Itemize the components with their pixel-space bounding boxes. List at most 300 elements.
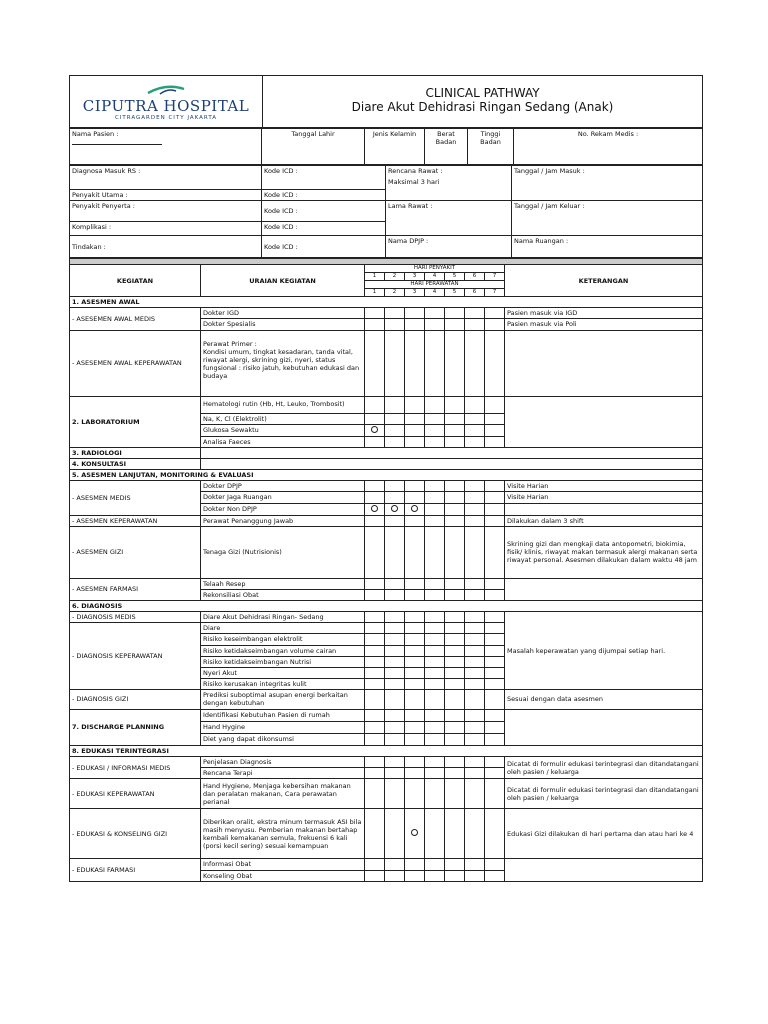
day-check[interactable] — [365, 578, 385, 589]
day-check[interactable] — [485, 492, 505, 503]
form-subtitle: Diare Akut Dehidrasi Ringan Sedang (Anak) — [351, 100, 614, 114]
day-check[interactable] — [405, 436, 425, 447]
section-title: 7. DISCHARGE PLANNING — [70, 710, 201, 746]
day-check[interactable] — [365, 722, 385, 734]
day-check[interactable] — [385, 757, 405, 768]
day-check[interactable] — [465, 734, 485, 746]
day-check[interactable] — [405, 678, 425, 689]
day-check[interactable] — [485, 413, 505, 424]
day-check[interactable] — [465, 710, 485, 722]
day-check[interactable] — [365, 656, 385, 667]
day-check[interactable] — [445, 859, 465, 870]
day-check[interactable] — [485, 396, 505, 413]
komplikasi-field[interactable]: Komplikasi : — [70, 222, 262, 236]
day-check[interactable] — [445, 678, 465, 689]
day-check[interactable] — [465, 319, 485, 330]
day-check[interactable] — [405, 870, 425, 881]
day-check[interactable] — [465, 634, 485, 645]
day-check[interactable] — [445, 667, 465, 678]
day-check[interactable] — [385, 859, 405, 870]
day-check[interactable] — [485, 645, 505, 656]
day-check[interactable] — [425, 645, 445, 656]
day-check[interactable] — [465, 656, 485, 667]
day-cell: 2 — [385, 273, 405, 281]
day-check[interactable] — [445, 481, 465, 492]
day-check[interactable] — [465, 413, 485, 424]
day-check[interactable] — [425, 319, 445, 330]
day-check[interactable] — [485, 757, 505, 768]
day-check[interactable] — [385, 634, 405, 645]
day-check[interactable] — [385, 870, 405, 881]
no-rekam-medis-field[interactable]: No. Rekam Medis : — [514, 129, 703, 165]
day-check[interactable] — [485, 623, 505, 634]
kode-icd-field[interactable]: Kode ICD : — [262, 222, 386, 236]
day-check[interactable] — [385, 667, 405, 678]
day-check[interactable] — [425, 503, 445, 515]
penyakit-utama-field[interactable]: Penyakit Utama : — [70, 190, 262, 201]
nama-pasien-field[interactable] — [70, 129, 262, 165]
day-check[interactable] — [465, 589, 485, 600]
day-check[interactable] — [365, 424, 385, 436]
day-check[interactable] — [485, 481, 505, 492]
day-check[interactable] — [485, 436, 505, 447]
keterangan-cell — [505, 710, 703, 746]
day-check[interactable] — [445, 870, 465, 881]
day-check[interactable] — [385, 623, 405, 634]
day-check[interactable] — [425, 330, 445, 396]
day-check[interactable] — [385, 481, 405, 492]
day-check[interactable] — [425, 578, 445, 589]
kode-icd-field[interactable]: Kode ICD : — [262, 190, 386, 201]
day-check[interactable] — [425, 436, 445, 447]
day-check[interactable] — [425, 870, 445, 881]
activity-label: - ASESMEN FARMASI — [70, 578, 201, 600]
day-cell: 5 — [445, 273, 465, 281]
day-check[interactable] — [485, 526, 505, 578]
day-check[interactable] — [485, 678, 505, 689]
circle-mark-icon — [371, 426, 378, 433]
day-check[interactable] — [465, 503, 485, 515]
day-check[interactable] — [445, 623, 465, 634]
day-check[interactable] — [425, 667, 445, 678]
tinggi-badan-field[interactable]: Tinggi Badan — [468, 129, 514, 165]
day-check[interactable] — [365, 779, 385, 809]
day-check[interactable] — [365, 515, 385, 526]
day-check[interactable] — [425, 710, 445, 722]
day-check[interactable] — [465, 757, 485, 768]
day-check[interactable] — [425, 859, 445, 870]
day-check[interactable] — [465, 645, 485, 656]
day-check[interactable] — [425, 768, 445, 779]
uraian-cell: Identifikasi Kebutuhan Pasien di rumah — [201, 710, 365, 722]
day-check[interactable] — [485, 319, 505, 330]
day-check[interactable] — [445, 734, 465, 746]
day-check[interactable] — [485, 578, 505, 589]
day-check[interactable] — [485, 589, 505, 600]
day-check[interactable] — [385, 424, 405, 436]
day-check[interactable] — [405, 330, 425, 396]
logo-subtitle: CITRAGARDEN CITY JAKARTA — [114, 114, 218, 121]
day-check[interactable] — [465, 481, 485, 492]
day-check[interactable] — [445, 634, 465, 645]
uraian-cell: Diberikan oralit, ekstra minum termasuk ASI bila masih menyusu. Pemberian makanan bertahap kembali kemakanan semula, frekuensi 6 kali (porsi kecil sering) sesuai kemampuan — [201, 809, 365, 859]
uraian-cell: Hematologi rutin (Hb, Ht, Leuko, Trombosit) — [201, 396, 365, 413]
uraian-cell: Diet yang dapat dikonsumsi — [201, 734, 365, 746]
day-check[interactable] — [445, 515, 465, 526]
day-check[interactable] — [405, 308, 425, 319]
day-check[interactable] — [485, 870, 505, 881]
day-check[interactable] — [445, 330, 465, 396]
day-check[interactable] — [405, 690, 425, 710]
day-check[interactable] — [485, 779, 505, 809]
day-check[interactable] — [485, 656, 505, 667]
day-check[interactable] — [365, 667, 385, 678]
day-check[interactable] — [485, 424, 505, 436]
rencana-rawat-label: Rencana Rawat : — [388, 167, 443, 175]
day-check[interactable] — [365, 710, 385, 722]
day-cell: 7 — [485, 289, 505, 297]
lama-rawat-field[interactable]: Lama Rawat : — [386, 201, 512, 236]
day-check[interactable] — [385, 710, 405, 722]
day-check[interactable] — [445, 589, 465, 600]
section-title: 2. LABORATORIUM — [70, 396, 201, 447]
day-check[interactable] — [425, 612, 445, 623]
activity-label: - EDUKASI & KONSELING GIZI — [70, 809, 201, 859]
day-check[interactable] — [385, 809, 405, 859]
keterangan-cell: Dicatat di formulir edukasi terintegrasi dan ditandatangani oleh pasien / keluarga — [505, 779, 703, 809]
uraian-cell: Risiko kerusakan integritas kulit — [201, 678, 365, 689]
day-check[interactable] — [465, 623, 485, 634]
day-cell: 4 — [425, 289, 445, 297]
day-check[interactable] — [425, 757, 445, 768]
day-check[interactable] — [465, 308, 485, 319]
day-check[interactable] — [385, 690, 405, 710]
day-check[interactable] — [445, 779, 465, 809]
uraian-cell: Tenaga Gizi (Nutrisionis) — [201, 526, 365, 578]
day-check[interactable] — [365, 612, 385, 623]
day-check[interactable] — [465, 424, 485, 436]
day-check[interactable] — [365, 645, 385, 656]
day-check[interactable] — [485, 503, 505, 515]
day-check[interactable] — [405, 612, 425, 623]
penyakit-penyerta-field[interactable]: Penyakit Penyerta : — [70, 201, 262, 222]
day-check[interactable] — [365, 734, 385, 746]
day-cell: 3 — [405, 289, 425, 297]
berat-badan-field[interactable]: Berat Badan — [425, 129, 468, 165]
day-check[interactable] — [425, 722, 445, 734]
day-check[interactable] — [445, 710, 465, 722]
day-check[interactable] — [445, 645, 465, 656]
activity-label: - EDUKASI KEPERAWATAN — [70, 779, 201, 809]
day-check[interactable] — [405, 319, 425, 330]
day-check[interactable] — [425, 634, 445, 645]
day-check[interactable] — [365, 436, 385, 447]
day-check[interactable] — [405, 481, 425, 492]
day-check[interactable] — [485, 722, 505, 734]
day-check[interactable] — [405, 578, 425, 589]
day-check[interactable] — [365, 308, 385, 319]
keterangan-cell: Dicatat di formulir edukasi terintegrasi dan ditandatangani oleh pasien / keluarga — [505, 757, 703, 779]
activity-label: - ASESEMEN AWAL KEPERAWATAN — [70, 330, 201, 396]
day-check[interactable] — [365, 768, 385, 779]
day-check[interactable] — [405, 779, 425, 809]
day-check[interactable] — [445, 612, 465, 623]
day-cell: 2 — [385, 289, 405, 297]
kode-icd-field[interactable]: Kode ICD : — [262, 201, 386, 222]
admission-info-table — [69, 165, 703, 258]
day-check[interactable] — [365, 634, 385, 645]
day-check[interactable] — [485, 515, 505, 526]
section-title: 5. ASESMEN LANJUTAN, MONITORING & EVALUASI — [70, 470, 703, 481]
keterangan-cell: Pasien masuk via IGD — [505, 308, 703, 319]
keterangan-cell: Skrining gizi dan mengkaji data antopometri, biokimia, fisik/ klinis, riwayat makan termasuk alergi makanan serta riwayat personal. Asesmen dilakukan dalam waktu 48 jam — [505, 526, 703, 578]
day-check[interactable] — [465, 330, 485, 396]
uraian-cell: Telaah Resep — [201, 578, 365, 589]
day-check[interactable] — [385, 734, 405, 746]
day-check[interactable] — [445, 319, 465, 330]
uraian-cell: Risiko ketidakseimbangan volume cairan — [201, 645, 365, 656]
day-check[interactable] — [445, 757, 465, 768]
day-check[interactable] — [425, 623, 445, 634]
activity-label: - ASESMEN GIZI — [70, 526, 201, 578]
day-check[interactable] — [425, 809, 445, 859]
circle-mark-icon — [411, 505, 418, 512]
day-check[interactable] — [365, 859, 385, 870]
uraian-cell: Konseling Obat — [201, 870, 365, 881]
nama-pasien-label: Nama Pasien : — [72, 130, 119, 138]
day-check[interactable] — [465, 436, 485, 447]
nama-ruangan-field[interactable]: Nama Ruangan : — [512, 236, 703, 258]
section-title: 1. ASESMEN AWAL — [70, 297, 703, 308]
day-check[interactable] — [385, 656, 405, 667]
day-check[interactable] — [485, 859, 505, 870]
day-check[interactable] — [425, 779, 445, 809]
day-check[interactable] — [465, 612, 485, 623]
day-check[interactable] — [485, 634, 505, 645]
day-check[interactable] — [465, 526, 485, 578]
day-check[interactable] — [445, 526, 465, 578]
day-check[interactable] — [485, 710, 505, 722]
day-check[interactable] — [445, 413, 465, 424]
day-check[interactable] — [385, 330, 405, 396]
tanggal-masuk-field[interactable]: Tanggal / Jam Masuk : — [512, 166, 703, 201]
day-check[interactable] — [405, 515, 425, 526]
day-check[interactable] — [385, 779, 405, 809]
rencana-rawat-field[interactable] — [386, 166, 512, 201]
day-check[interactable] — [465, 678, 485, 689]
day-check[interactable] — [445, 396, 465, 413]
day-check[interactable] — [385, 589, 405, 600]
day-check[interactable] — [465, 578, 485, 589]
day-check[interactable] — [465, 870, 485, 881]
day-check[interactable] — [385, 645, 405, 656]
day-check[interactable] — [365, 623, 385, 634]
day-check[interactable] — [405, 722, 425, 734]
uraian-cell: Na, K, Cl (Elektrolit) — [201, 413, 365, 424]
logo-swoosh-icon — [146, 83, 186, 97]
day-check[interactable] — [365, 678, 385, 689]
day-check[interactable] — [405, 492, 425, 503]
day-check[interactable] — [485, 667, 505, 678]
day-check[interactable] — [485, 330, 505, 396]
day-check[interactable] — [485, 768, 505, 779]
day-check[interactable] — [405, 809, 425, 859]
day-check[interactable] — [365, 757, 385, 768]
day-cell: 1 — [365, 273, 385, 281]
day-check[interactable] — [385, 396, 405, 413]
circle-mark-icon — [371, 505, 378, 512]
day-check[interactable] — [465, 667, 485, 678]
day-check[interactable] — [485, 308, 505, 319]
keterangan-cell — [505, 330, 703, 396]
day-check[interactable] — [425, 678, 445, 689]
day-check[interactable] — [385, 413, 405, 424]
day-check[interactable] — [405, 503, 425, 515]
uraian-cell — [201, 330, 365, 396]
day-check[interactable] — [385, 515, 405, 526]
day-check[interactable] — [385, 722, 405, 734]
day-check[interactable] — [465, 859, 485, 870]
day-check[interactable] — [405, 645, 425, 656]
day-check[interactable] — [385, 526, 405, 578]
day-check[interactable] — [445, 809, 465, 859]
day-check[interactable] — [445, 308, 465, 319]
day-check[interactable] — [425, 396, 445, 413]
day-check[interactable] — [365, 526, 385, 578]
day-check[interactable] — [465, 779, 485, 809]
uraian-cell: Risiko ketidakseimbangan Nutrisi — [201, 656, 365, 667]
day-check[interactable] — [365, 319, 385, 330]
day-check[interactable] — [465, 722, 485, 734]
kode-icd-field[interactable]: Kode ICD : — [262, 166, 386, 190]
hari-perawatan-header: HARI PERAWATAN — [365, 281, 505, 289]
day-cell: 3 — [405, 273, 425, 281]
day-check[interactable] — [465, 492, 485, 503]
tanggal-lahir-field[interactable]: Tanggal Lahir — [262, 129, 365, 165]
day-check[interactable] — [405, 526, 425, 578]
day-check[interactable] — [445, 578, 465, 589]
patient-info-table — [69, 128, 703, 165]
day-check[interactable] — [365, 481, 385, 492]
day-check[interactable] — [425, 492, 445, 503]
day-check[interactable] — [365, 589, 385, 600]
day-check[interactable] — [405, 623, 425, 634]
day-check[interactable] — [425, 481, 445, 492]
day-check[interactable] — [365, 330, 385, 396]
section-title: 6. DIAGNOSIS — [70, 601, 703, 612]
uraian-cell: Dokter Jaga Ruangan — [201, 492, 365, 503]
day-check[interactable] — [445, 722, 465, 734]
day-check[interactable] — [365, 809, 385, 859]
day-check[interactable] — [385, 308, 405, 319]
day-check[interactable] — [405, 757, 425, 768]
day-check[interactable] — [405, 768, 425, 779]
day-check[interactable] — [465, 515, 485, 526]
keterangan-cell — [505, 578, 703, 600]
day-check[interactable] — [365, 413, 385, 424]
day-check[interactable] — [445, 690, 465, 710]
uraian-cell: Informasi Obat — [201, 859, 365, 870]
form-title: CLINICAL PATHWAY — [425, 86, 540, 100]
day-check[interactable] — [405, 734, 425, 746]
day-check[interactable] — [425, 515, 445, 526]
kode-icd-field[interactable]: Kode ICD : — [262, 236, 386, 258]
day-check[interactable] — [385, 503, 405, 515]
day-check[interactable] — [365, 396, 385, 413]
day-check[interactable] — [425, 589, 445, 600]
day-check[interactable] — [385, 578, 405, 589]
day-check[interactable] — [425, 424, 445, 436]
day-check[interactable] — [425, 413, 445, 424]
uraian-cell: Nyeri Akut — [201, 667, 365, 678]
day-check[interactable] — [405, 667, 425, 678]
tindakan-field[interactable]: Tindakan : — [70, 236, 262, 258]
day-check[interactable] — [445, 656, 465, 667]
uraian-cell: Glukosa Sewaktu — [201, 424, 365, 436]
day-check[interactable] — [365, 503, 385, 515]
day-check[interactable] — [445, 503, 465, 515]
day-check[interactable] — [465, 809, 485, 859]
day-check[interactable] — [405, 424, 425, 436]
day-check[interactable] — [485, 809, 505, 859]
day-check[interactable] — [425, 308, 445, 319]
day-check[interactable] — [405, 396, 425, 413]
uraian-cell: Prediksi suboptimal asupan energi berkaitan dengan kebutuhan — [201, 690, 365, 710]
day-check[interactable] — [485, 612, 505, 623]
day-check[interactable] — [385, 768, 405, 779]
day-check[interactable] — [365, 870, 385, 881]
diagnosa-masuk-field[interactable]: Diagnosa Masuk RS : — [70, 166, 262, 190]
clinical-pathway-form — [69, 75, 703, 882]
keterangan-header: KETERANGAN — [505, 265, 703, 297]
day-check[interactable] — [465, 690, 485, 710]
day-check[interactable] — [485, 690, 505, 710]
day-check[interactable] — [465, 768, 485, 779]
nama-dpjp-field[interactable]: Nama DPJP : — [386, 236, 512, 258]
day-check[interactable] — [425, 734, 445, 746]
day-check[interactable] — [445, 768, 465, 779]
day-check[interactable] — [405, 589, 425, 600]
day-check[interactable] — [445, 424, 465, 436]
empty-row — [201, 447, 703, 458]
activity-label: - DIAGNOSIS GIZI — [70, 690, 201, 710]
day-check[interactable] — [405, 413, 425, 424]
day-check[interactable] — [405, 656, 425, 667]
uraian-cell: Dokter DPJP — [201, 481, 365, 492]
day-check[interactable] — [365, 690, 385, 710]
day-check[interactable] — [385, 612, 405, 623]
day-check[interactable] — [465, 396, 485, 413]
day-check[interactable] — [425, 526, 445, 578]
day-check[interactable] — [385, 319, 405, 330]
keterangan-cell: Dilakukan dalam 3 shift — [505, 515, 703, 526]
day-check[interactable] — [405, 634, 425, 645]
activity-label: - EDUKASI / INFORMASI MEDIS — [70, 757, 201, 779]
day-check[interactable] — [365, 492, 385, 503]
day-check[interactable] — [385, 492, 405, 503]
jenis-kelamin-field[interactable]: Jenis Kelamin — [365, 129, 425, 165]
day-check[interactable] — [445, 436, 465, 447]
day-check[interactable] — [485, 734, 505, 746]
tanggal-keluar-field[interactable]: Tanggal / Jam Keluar : — [512, 201, 703, 236]
day-check[interactable] — [405, 710, 425, 722]
day-check[interactable] — [425, 690, 445, 710]
day-check[interactable] — [385, 678, 405, 689]
day-check[interactable] — [445, 492, 465, 503]
day-check[interactable] — [405, 859, 425, 870]
day-check[interactable] — [425, 656, 445, 667]
day-check[interactable] — [385, 436, 405, 447]
